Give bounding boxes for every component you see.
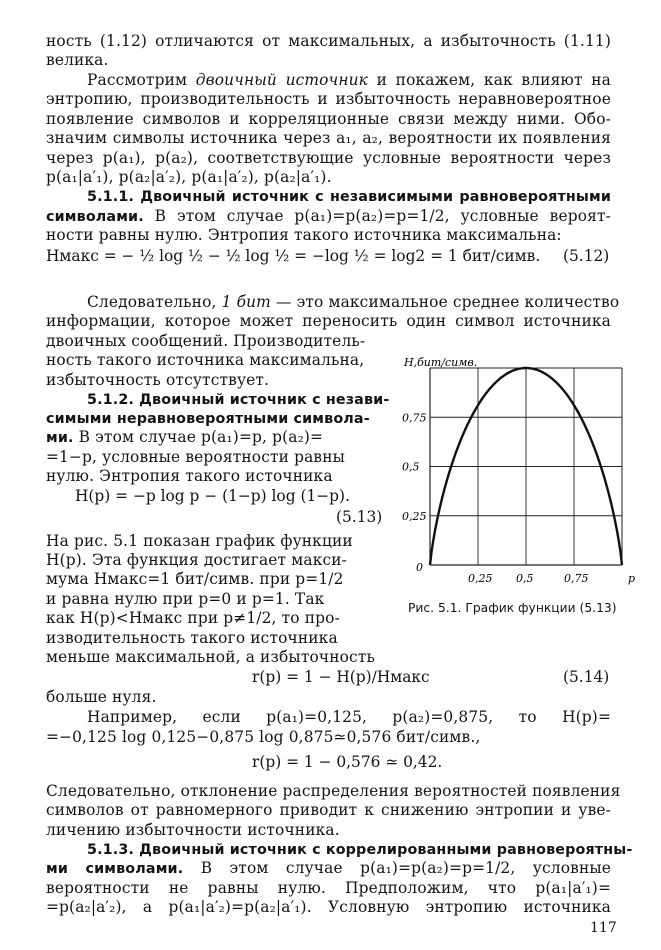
equation-number: (5.14) [563, 668, 610, 686]
x-tick-label: 0,5 [516, 572, 534, 585]
x-tick-label: 0 [416, 561, 423, 574]
text-line: как H(p)<Hмакс при p≠1/2, то про- [46, 609, 340, 627]
text-line: =1−p, условные вероятности равны [46, 448, 346, 466]
page-number: 117 [590, 920, 617, 936]
text-line: Рассмотрим двоичный источник и покажем, как влияют на [87, 71, 611, 89]
text-line: изводительность такого источника [46, 629, 338, 647]
equation-number: (5.13) [336, 508, 383, 526]
x-tick-label: 0,25 [468, 572, 493, 585]
text-line: p(a₁|a′₁), p(a₂|a′₂), p(a₁|a′₂), p(a₂|a′₁). [46, 168, 332, 186]
text-line: и равна нулю при p=0 и p=1. Так [46, 590, 325, 608]
section-heading: 5.1.2. Двоичный источник с незави- [87, 392, 390, 408]
x-tick-label: 0,75 [564, 572, 589, 585]
text-line: ми. В этом случае p(a₁)=p, p(a₂)= [46, 428, 324, 446]
text-line: ми символами. В этом случае p(a₁)=p(a₂)=p=1/2, условные [46, 859, 612, 877]
text-line: меньше максимальной, а избыточность [46, 648, 376, 666]
text-line: личению избыточности источника. [46, 821, 340, 839]
text-line: двоичных сообщений. Производитель- [46, 332, 366, 350]
text-line: велика. [46, 51, 109, 69]
text-line: информации, которое может переносить один символ источника [46, 312, 611, 330]
y-axis-label: H,бит/симв. [404, 356, 478, 369]
text-line: символов от равномерного приводит к снижению энтропии и уве- [46, 801, 611, 819]
text-line: энтропию, производительность и избыточность неравновероятное [46, 90, 611, 108]
equation-5-12: Hмакс = − ½ log ½ − ½ log ½ = −log ½ = log2 = 1 бит/симв. [46, 247, 541, 265]
y-tick-label: 0,25 [402, 509, 427, 523]
text-line: =p(a₂|a′₂), а p(a₁|a′₂)=p(a₂|a′₁). Условную энтропию источника [46, 898, 611, 916]
text-line: На рис. 5.1 показан график функции [46, 532, 353, 550]
text-line: нулю. Энтропия такого источника [46, 467, 333, 485]
text-line: =−0,125 log 0,125−0,875 log 0,875≃0,576 бит/симв., [46, 728, 481, 746]
text-line: ность (1.12) отличаются от максимальных, а избыточность (1.11) [46, 32, 611, 50]
text-line: ность такого источника максимальна, [46, 351, 365, 369]
section-heading: 5.1.1. Двоичный источник с независимыми равновероятными [87, 189, 611, 205]
y-tick-label: 0,5 [402, 460, 420, 474]
section-heading: симыми неравновероятными символа- [46, 411, 370, 427]
text-line: Например, если p(a₁)=0,125, p(a₂)=0,875, то H(p)= [87, 708, 611, 726]
text-line: мума Hмакс=1 бит/симв. при p=1/2 [46, 570, 344, 588]
text-line: H(p). Эта функция достигает макси- [46, 551, 347, 569]
equation-5-14: r(p) = 1 − H(p)/Hмакс [252, 668, 430, 686]
text-line: символами. В этом случае p(a₁)=p(a₂)=p=1/2, условные вероят- [46, 207, 611, 225]
figure-5-1 [400, 350, 635, 600]
text-line: ности равны нулю. Энтропия такого источника максимальна: [46, 226, 562, 244]
y-tick-label: 0,75 [402, 411, 427, 425]
figure-caption: Рис. 5.1. График функции (5.13) [408, 601, 617, 615]
text-line: вероятности не равны нулю. Предположим, что p(a₁|a′₁)= [46, 879, 611, 897]
equation-r-value: r(p) = 1 − 0,576 ≃ 0,42. [252, 753, 443, 771]
x-tick-label: p [628, 572, 635, 585]
text-line: избыточность отсутствует. [46, 371, 270, 389]
equation-number: (5.12) [563, 247, 610, 265]
text-line: значим символы источника через a₁, a₂, вероятности их появления [46, 129, 611, 147]
text-line: через p(a₁), p(a₂), соответствующие условные вероятности через [46, 149, 611, 167]
section-heading: 5.1.3. Двоичный источник с коррелированными равновероятны- [87, 842, 633, 858]
text-line: больше нуля. [46, 688, 157, 706]
text-line: Следовательно, отклонение распределения вероятностей появления [46, 782, 621, 800]
equation-5-13: H(p) = −p log p − (1−p) log (1−p). [75, 487, 350, 505]
text-line: появление символов и корреляционные связи между ними. Обо- [46, 110, 611, 128]
text-line: Следовательно, 1 бит — это максимальное среднее количество [87, 293, 620, 311]
